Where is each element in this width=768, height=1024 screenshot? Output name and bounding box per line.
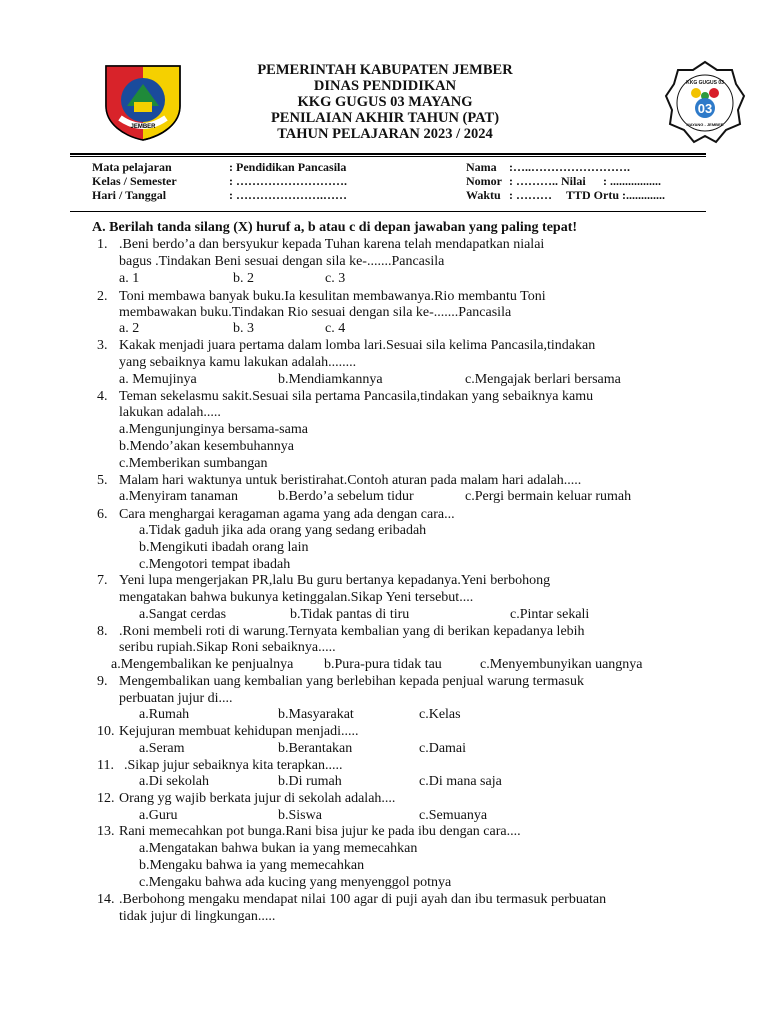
answer-option-c[interactable]: c. 4 xyxy=(325,321,346,336)
question-text: Kakak menjadi juara pertama dalam lomba lari.Sesuai sila kelima Pancasila,tindakan xyxy=(119,338,596,353)
parent-sign-field: TTD Ortu :............. xyxy=(566,188,665,202)
name-label: Nama xyxy=(466,160,497,174)
answer-option-a[interactable]: a.Mengatakan bahwa bukan ia yang memecahkan xyxy=(139,841,418,856)
question-text: Teman sekelasmu sakit.Sesuai sila pertama Pancasila,tindakan yang sebaiknya kamu xyxy=(119,389,594,404)
question-text: membawakan buku.Tindakan Rio sesuai dengan sila ke-.......Pancasila xyxy=(119,305,512,320)
meta-divider xyxy=(70,211,706,212)
question-number: 11. xyxy=(97,758,114,773)
question-text: Malam hari waktunya untuk beristirahat.Contoh aturan pada malam hari adalah..... xyxy=(119,473,582,488)
answer-option-b[interactable]: b.Mengikuti ibadah orang lain xyxy=(139,540,309,555)
header-line-government: PEMERINTAH KABUPATEN JEMBER xyxy=(257,62,513,78)
answer-option-a[interactable]: a.Sangat cerdas xyxy=(139,607,227,622)
question-text: Cara menghargai keragaman agama yang ada dengan cara... xyxy=(119,507,455,522)
answer-option-a[interactable]: a. 2 xyxy=(119,321,140,336)
answer-option-c[interactable]: c.Damai xyxy=(419,741,467,756)
answer-option-c[interactable]: c.Semuanya xyxy=(419,808,488,823)
header-divider xyxy=(70,153,706,155)
answer-option-b[interactable]: b.Di rumah xyxy=(278,774,342,789)
header-line-department: DINAS PENDIDIKAN xyxy=(313,78,457,94)
answer-option-a[interactable]: a.Mengembalikan ke penjualnya xyxy=(111,657,294,672)
question-number: 3. xyxy=(97,338,108,353)
answer-option-c[interactable]: c.Di mana saja xyxy=(419,774,502,789)
question-text: tidak jujur di lingkungan..... xyxy=(119,909,276,924)
answer-option-b[interactable]: b.Masyarakat xyxy=(278,707,354,722)
question-text: .Berbohong mengaku mendapat nilai 100 agar di puji ayah dan ibu termasuk perbuatan xyxy=(119,892,607,907)
answer-option-b[interactable]: b.Berantakan xyxy=(278,741,353,756)
day-label: Hari / Tanggal xyxy=(92,188,167,202)
answer-option-b[interactable]: b.Mengaku bahwa ia yang memecahkan xyxy=(139,858,365,873)
question-text: Orang yg wajib berkata jujur di sekolah adalah.... xyxy=(119,791,396,806)
answer-option-a[interactable]: a.Menyiram tanaman xyxy=(119,489,238,504)
header-line-exam: PENILAIAN AKHIR TAHUN (PAT) xyxy=(270,110,500,126)
answer-option-c[interactable]: c.Memberikan sumbangan xyxy=(119,456,268,471)
kkg-gugus-badge-logo xyxy=(664,60,746,146)
question-number: 10. xyxy=(97,724,115,739)
question-text: Rani memecahkan pot bunga.Rani bisa jujur ke pada ibu dengan cara.... xyxy=(119,824,521,839)
answer-option-a[interactable]: a. Memujinya xyxy=(119,372,197,387)
answer-option-c[interactable]: c. 3 xyxy=(325,271,346,286)
name-value: :…..……………………. xyxy=(509,160,630,174)
answer-option-c[interactable]: c.Pintar sekali xyxy=(510,607,590,622)
answer-option-c[interactable]: c.Pergi bermain keluar rumah xyxy=(465,489,632,504)
question-number: 5. xyxy=(97,473,108,488)
answer-option-a[interactable]: a.Rumah xyxy=(139,707,190,722)
answer-option-c[interactable]: c.Mengaku bahwa ada kucing yang menyenggol potnya xyxy=(139,875,452,890)
section-title: A. Berilah tanda silang (X) huruf a, b atau c di depan jawaban yang paling tepat! xyxy=(92,220,578,235)
question-text: Kejujuran membuat kehidupan menjadi..... xyxy=(119,724,359,739)
question-text: lakukan adalah..... xyxy=(119,405,221,420)
subject-label: Mata pelajaran xyxy=(92,160,172,174)
header-line-kkg: KKG GUGUS 03 MAYANG xyxy=(297,94,473,110)
question-text: perbuatan jujur di.... xyxy=(119,691,233,706)
question-text: .Roni membeli roti di warung.Ternyata kembalian yang di berikan kepadanya lebih xyxy=(119,624,585,639)
jember-logo-text: JEMBER xyxy=(130,124,156,130)
answer-option-b[interactable]: b.Mendo’akan kesembuhannya xyxy=(119,439,294,454)
question-number: 7. xyxy=(97,573,108,588)
question-number: 12. xyxy=(97,791,115,806)
question-number: 2. xyxy=(97,289,108,304)
class-label: Kelas / Semester xyxy=(92,174,177,188)
answer-option-b[interactable]: b.Tidak pantas di tiru xyxy=(290,607,410,622)
question-number: 13. xyxy=(97,824,115,839)
question-number: 9. xyxy=(97,674,108,689)
question-number: 8. xyxy=(97,624,108,639)
badge-bottom-text: MAYANG - JEMBER xyxy=(686,122,724,127)
answer-option-a[interactable]: a.Mengunjunginya bersama-sama xyxy=(119,422,308,437)
answer-option-b[interactable]: b.Mendiamkannya xyxy=(278,372,383,387)
header-line-year: TAHUN PELAJARAN 2023 / 2024 xyxy=(277,126,493,142)
answer-option-a[interactable]: a.Seram xyxy=(139,741,185,756)
class-value: : ………………………. xyxy=(229,174,347,188)
badge-top-text: KKG GUGUS 03 xyxy=(686,80,724,86)
time-label: Waktu xyxy=(466,188,501,202)
number-value: : ……….. Nilai xyxy=(509,174,586,188)
question-number: 14. xyxy=(97,892,115,907)
answer-option-c[interactable]: c.Kelas xyxy=(419,707,461,722)
answer-option-b[interactable]: b. 2 xyxy=(233,271,254,286)
question-text: Toni membawa banyak buku.Ia kesulitan membawanya.Rio membantu Toni xyxy=(119,289,546,304)
question-text: bagus .Tindakan Beni sesuai dengan sila ke-.......Pancasila xyxy=(119,254,445,269)
answer-option-c[interactable]: c.Menyembunyikan uangnya xyxy=(480,657,643,672)
answer-option-a[interactable]: a.Tidak gaduh jika ada orang yang sedang eribadah xyxy=(139,523,427,538)
answer-option-c[interactable]: c.Mengajak berlari bersama xyxy=(465,372,621,387)
question-text: yang sebaiknya kamu lakukan adalah........ xyxy=(119,355,357,370)
question-number: 4. xyxy=(97,389,108,404)
question-text: mengatakan bahwa bukunya ketinggalan.Sikap Yeni tersebut.... xyxy=(119,590,474,605)
question-text: seribu rupiah.Sikap Roni sebaiknya..... xyxy=(119,640,336,655)
day-value: : ………………….…… xyxy=(229,188,347,202)
question-text: Mengembalikan uang kembalian yang berlebihan kepada penjual warung termasuk xyxy=(119,674,584,689)
question-text: Yeni lupa mengerjakan PR,lalu Bu guru bertanya kepadanya.Yeni berbohong xyxy=(119,573,551,588)
answer-option-a[interactable]: a. 1 xyxy=(119,271,140,286)
answer-option-a[interactable]: a.Guru xyxy=(139,808,178,823)
answer-option-a[interactable]: a.Di sekolah xyxy=(139,774,209,789)
number-label: Nomor xyxy=(466,174,502,188)
answer-option-b[interactable]: b.Berdo’a sebelum tidur xyxy=(278,489,414,504)
jember-regency-logo xyxy=(100,62,186,142)
question-text: .Sikap jujur sebaiknya kita terapkan..... xyxy=(124,758,343,773)
answer-option-c[interactable]: c.Mengotori tempat ibadah xyxy=(139,557,291,572)
badge-number: 03 xyxy=(697,101,713,116)
question-number: 6. xyxy=(97,507,108,522)
score-value: : ................. xyxy=(603,174,661,188)
question-number: 1. xyxy=(97,237,108,252)
time-value: : ……… xyxy=(509,188,552,202)
answer-option-b[interactable]: b.Siswa xyxy=(278,808,322,823)
answer-option-b[interactable]: b.Pura-pura tidak tau xyxy=(324,657,442,672)
subject-value: : Pendidikan Pancasila xyxy=(229,160,347,174)
question-text: .Beni berdo’a dan bersyukur kepada Tuhan karena telah mendapatkan nialai xyxy=(119,237,545,252)
header-divider-thin xyxy=(70,156,706,157)
answer-option-b[interactable]: b. 3 xyxy=(233,321,254,336)
